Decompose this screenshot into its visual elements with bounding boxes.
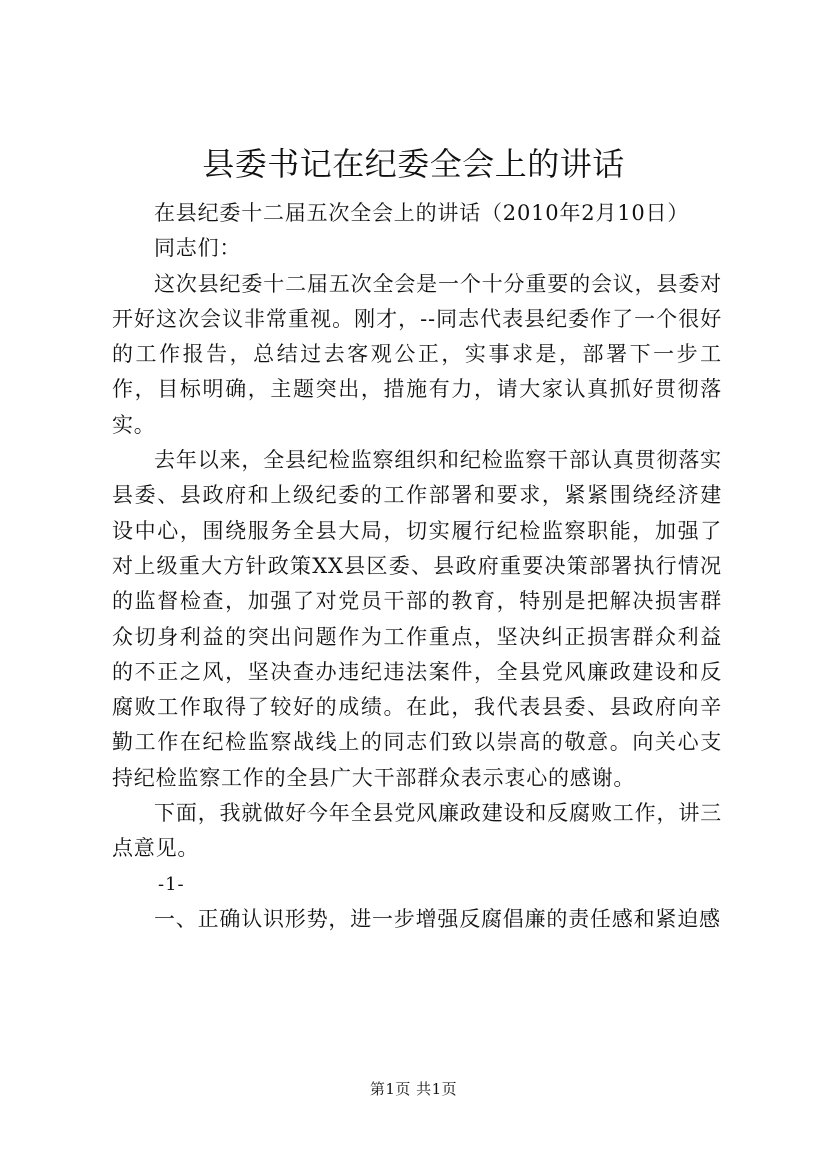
paragraph-opening: 这次县纪委十二届五次全会是一个十分重要的会议，县委对开好这次会议非常重视。刚才，--同志代表县纪委作了一个很好的工作报告，总结过去客观公正，实事求是，部署下一步工作，目标明确，主题突出，措施有力，请大家认真抓好贯彻落实。 — [112, 271, 722, 437]
inline-page-number: -1- — [158, 873, 185, 895]
document-body — [112, 196, 722, 937]
page-footer: 第1页 共1页 — [369, 1080, 458, 1098]
paragraph-intro-points: 下面，我就做好今年全县党风廉政建设和反腐败工作，讲三点意见。 — [112, 801, 722, 861]
document-title: 县委书记在纪委全会上的讲话 — [202, 145, 625, 183]
salutation: 同志们： — [154, 236, 242, 261]
speech-subtitle: 在县纪委十二届五次全会上的讲话（2010年2月10日） — [154, 201, 690, 225]
section-heading: 一、正确认识形势，进一步增强反腐倡廉的责任感和紧迫感 — [154, 906, 721, 931]
paragraph-achievements: 去年以来，全县纪检监察组织和纪检监察干部认真贯彻落实县委、县政府和上级纪委的工作部署和要求，紧紧围绕经济建设中心，围绕服务全县大局，切实履行纪检监察职能，加强了对上级重大方针政策XX县区委、县政府重要决策部署执行情况的监督检查，加强了对党员干部的教育，特别是把解决损害群众切身利益的突出问题作为工作重点，坚决纠正损害群众利益的不正之风，坚决查办违纪违法案件，全县党风廉政建设和反腐败工作取得了较好的成绩。在此，我代表县委、县政府向辛勤工作在纪检监察战线上的同志们致以崇高的敬意。向关心支持纪检监察工作的全县广大干部群众表示衷心的感谢。 — [112, 448, 722, 790]
